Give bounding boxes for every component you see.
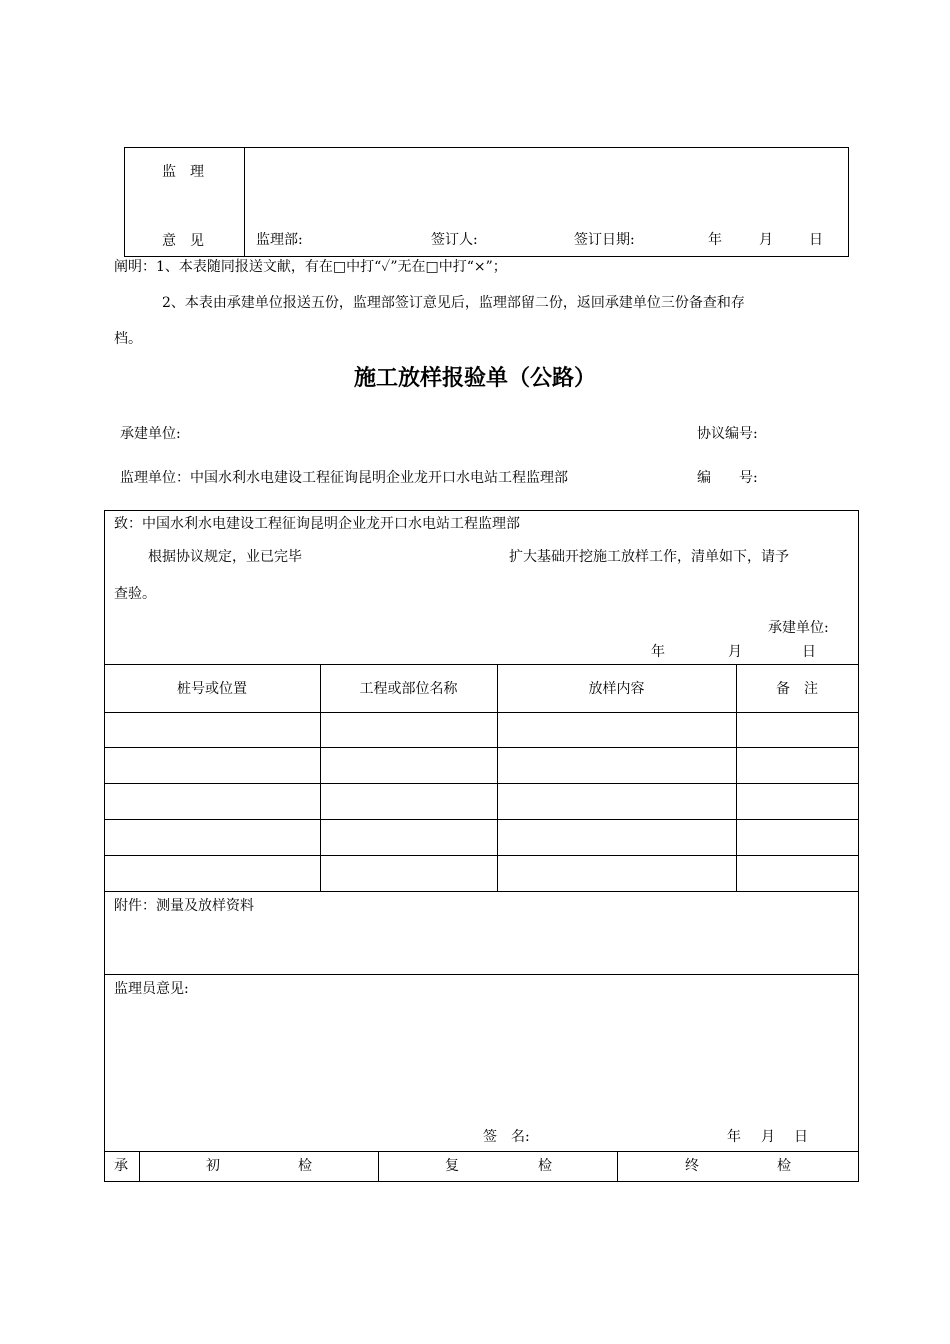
- column-header-station: 桩号或位置: [177, 681, 247, 697]
- body-text-c: 查验。: [114, 586, 156, 602]
- form-date-year: 年: [651, 644, 665, 660]
- recheck-b: 检: [538, 1158, 552, 1174]
- note-2: 2、本表由承建单位报送五份，监理部签订意见后，监理部留二份，返回承建单位三份备查和存: [162, 295, 745, 311]
- date-day: 日: [809, 232, 823, 248]
- column-header-remarks: 备 注: [776, 681, 818, 697]
- contractor-sign-label: 承建单位:: [768, 620, 829, 636]
- recheck-a: 复: [445, 1158, 459, 1174]
- sign-month: 月: [761, 1129, 775, 1145]
- attachment-label: 附件：测量及放样资料: [114, 898, 254, 914]
- opinion-label-top: 监 理: [162, 164, 204, 180]
- sign-day: 日: [794, 1129, 808, 1145]
- signature-label: 签 名:: [483, 1129, 530, 1145]
- note-1: 阐明：1、本表随同报送文献，有在□中打“✓”无在□中打“×”；: [114, 259, 507, 275]
- sign-year: 年: [727, 1129, 741, 1145]
- form-title: 施工放样报验单（公路）: [353, 366, 596, 391]
- agreement-no-label: 协议编号:: [697, 426, 758, 442]
- supervisor-unit-label: 监理单位：中国水利水电建设工程征询昆明企业龙开口水电站工程监理部: [120, 470, 568, 486]
- addressee-line: 致：中国水利水电建设工程征询昆明企业龙开口水电站工程监理部: [114, 516, 520, 532]
- opinion-label-bottom: 意 见: [162, 233, 204, 249]
- initial-check-a: 初: [206, 1158, 220, 1174]
- final-check-b: 检: [777, 1158, 791, 1174]
- final-check-a: 终: [685, 1158, 699, 1174]
- form-date-day: 日: [802, 644, 816, 660]
- body-text-a: 根据协议规定，业已完毕: [148, 549, 302, 565]
- column-header-project-part: 工程或部位名称: [359, 681, 458, 697]
- body-text-b: 扩大基础开挖施工放样工作，清单如下，请予: [509, 549, 789, 565]
- supervisor-opinion-label: 监理员意见:: [114, 981, 189, 997]
- form-date-month: 月: [728, 644, 742, 660]
- initial-check-b: 检: [298, 1158, 312, 1174]
- number-label: 编 号:: [697, 470, 758, 486]
- dept-label: 监理部:: [256, 232, 303, 248]
- date-year: 年: [708, 232, 722, 248]
- bottom-cell-contractor: 承: [114, 1158, 128, 1174]
- sign-date-label: 签订日期:: [574, 232, 635, 248]
- date-month: 月: [759, 232, 773, 248]
- contractor-label: 承建单位:: [120, 426, 181, 442]
- column-header-layout-content: 放样内容: [588, 681, 645, 697]
- note-2-cont: 档。: [114, 331, 142, 347]
- signer-label: 签订人:: [431, 232, 478, 248]
